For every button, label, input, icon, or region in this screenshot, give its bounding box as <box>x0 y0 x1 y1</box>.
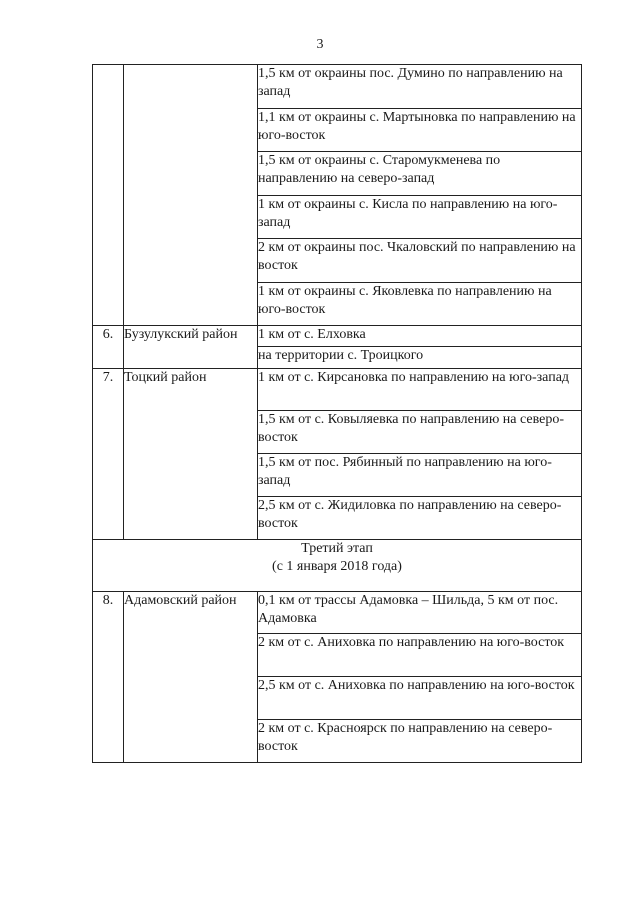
location-cell: 2,5 км от с. Аниховка по направлению на юго-восток <box>258 677 582 720</box>
location-cell: 1 км от окраины с. Яковлевка по направлению на юго-восток <box>258 283 582 326</box>
location-cell: 2 км от с. Красноярск по направлению на северо-восток <box>258 720 582 763</box>
table-row <box>93 369 582 411</box>
number-cell <box>93 65 124 326</box>
row-number: 7. <box>93 369 124 540</box>
district-cell <box>124 65 258 326</box>
table-row <box>93 592 582 634</box>
location-cell: на территории с. Троицкого <box>258 347 582 369</box>
location-cell: 1,5 км от окраины с. Старомукменева по направлению на северо-запад <box>258 152 582 196</box>
location-cell: 1,5 км от окраины пос. Думино по направлению на запад <box>258 65 582 109</box>
table-row <box>93 540 582 592</box>
location-cell: 2 км от с. Аниховка по направлению на юго-восток <box>258 634 582 677</box>
row-number: 8. <box>93 592 124 763</box>
location-cell: 2,5 км от с. Жидиловка по направлению на северо-восток <box>258 497 582 540</box>
location-cell: 1 км от с. Елховка <box>258 326 582 347</box>
location-cell: 1,5 км от пос. Рябинный по направлению на юго-запад <box>258 454 582 497</box>
location-cell: 1,5 км от с. Ковыляевка по направлению на северо-восток <box>258 411 582 454</box>
location-cell: 0,1 км от трассы Адамовка – Шильда, 5 км от пос. Адамовка <box>258 592 582 634</box>
table-row <box>93 65 582 109</box>
location-cell: 1 км от с. Кирсановка по направлению на юго-запад <box>258 369 582 411</box>
location-cell: 2 км от окраины пос. Чкаловский по направлению на восток <box>258 239 582 283</box>
district-name: Бузулукский район <box>124 326 258 369</box>
district-name: Адамовский район <box>124 592 258 763</box>
stage-header <box>93 540 582 592</box>
stage-date: (с 1 января 2018 года) <box>272 559 402 574</box>
table-row <box>93 326 582 347</box>
location-cell: 1,1 км от окраины с. Мартыновка по направлению на юго-восток <box>258 109 582 152</box>
locations-table <box>92 64 582 763</box>
location-cell: 1 км от окраины с. Кисла по направлению на юго-запад <box>258 196 582 239</box>
page-number: 3 <box>316 37 324 52</box>
row-number: 6. <box>93 326 124 369</box>
district-name: Тоцкий район <box>124 369 258 540</box>
stage-title: Третий этап <box>301 541 373 556</box>
